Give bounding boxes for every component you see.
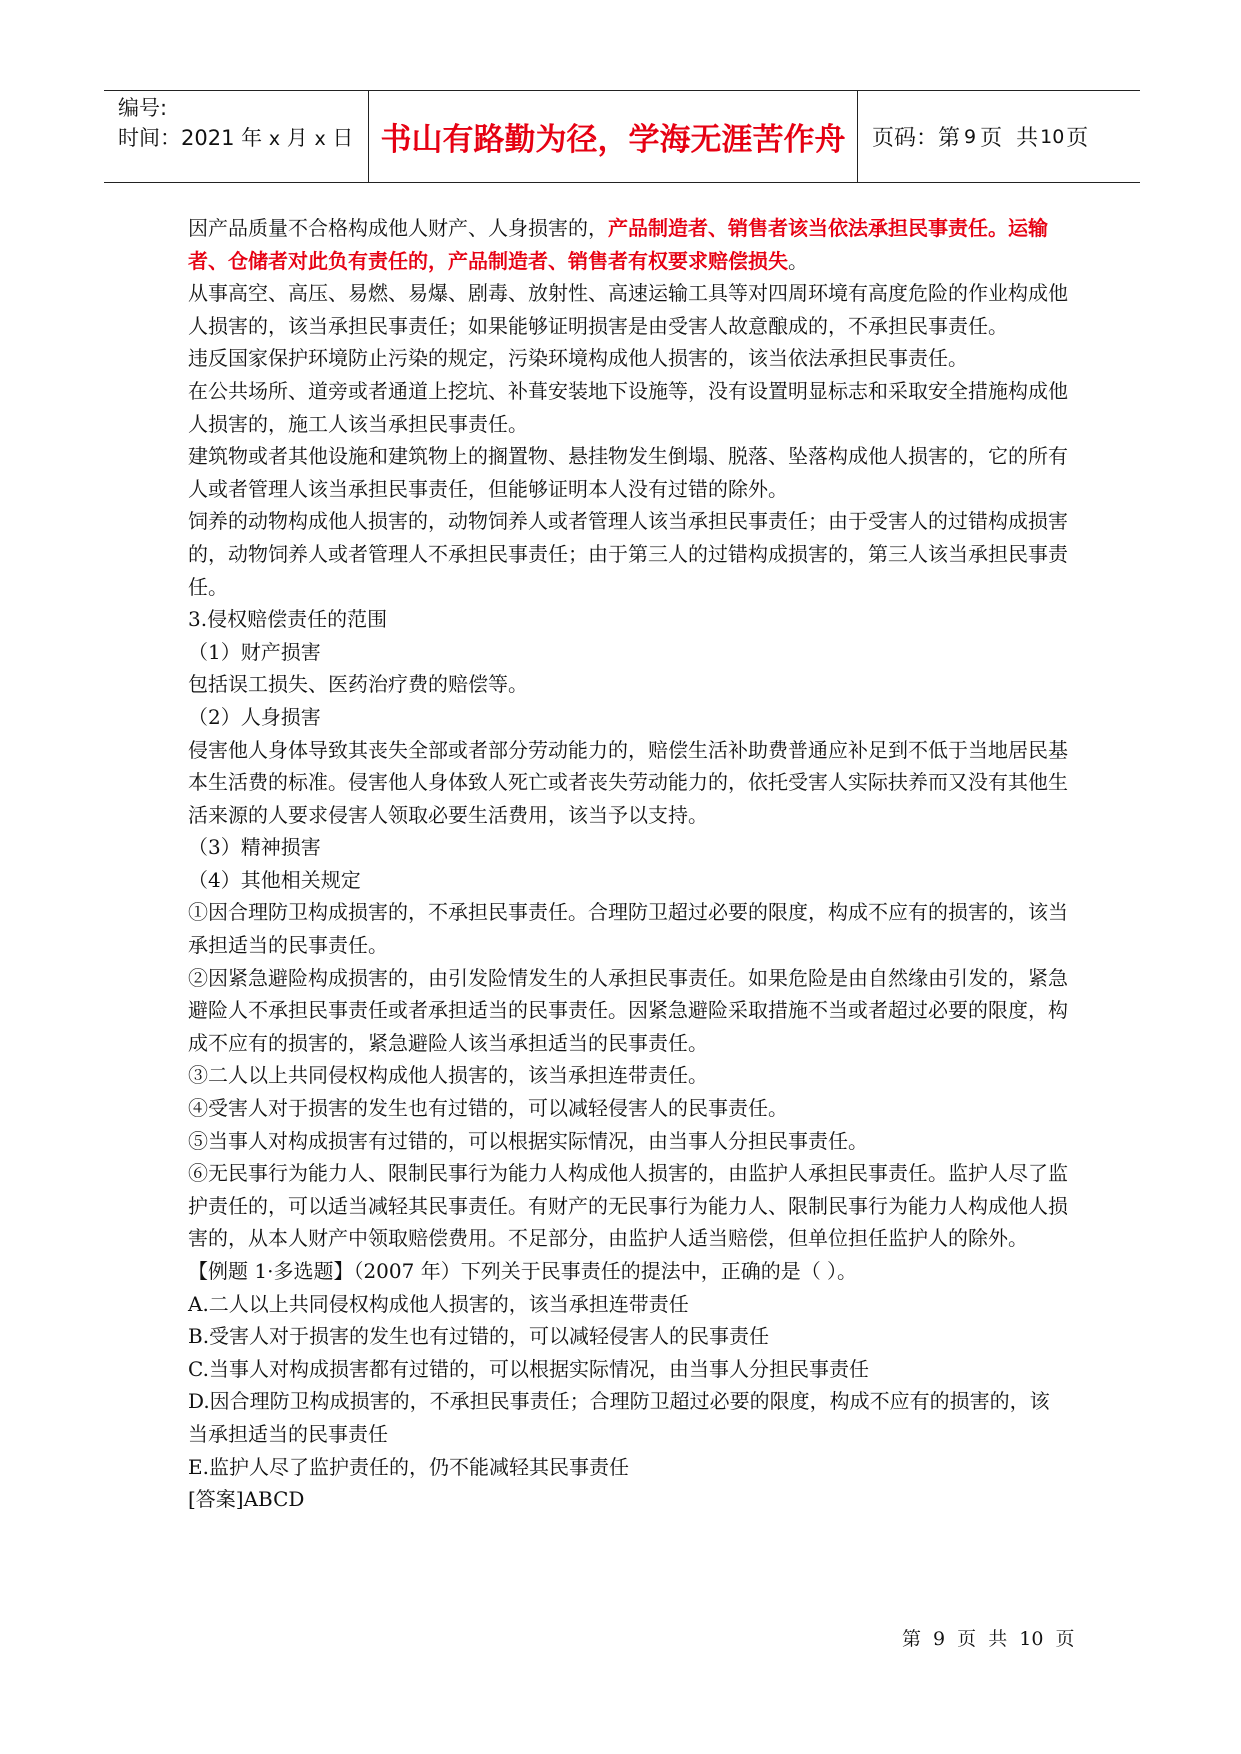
option-d: D.因合理防卫构成损害的，不承担民事责任；合理防卫超过必要的限度，构成不应有的损害的，该当承担适当的民事责任 bbox=[188, 1389, 1050, 1446]
subheading-property: （1）财产损害 bbox=[188, 639, 321, 664]
document-body bbox=[188, 212, 1068, 1516]
page-prefix: 页码：第 bbox=[872, 126, 961, 151]
rule-3: ③二人以上共同侵权构成他人损害的，该当承担连带责任。 bbox=[188, 1063, 708, 1088]
paragraph-high-risk: 从事高空、高压、易燃、易爆、剧毒、放射性、高速运输工具等对四周环境有高度危险的作业构成他人损害的，该当承担民事责任；如果能够证明损害是由受害人故意酿成的，不承担民事责任。 bbox=[188, 281, 1068, 338]
rule-6: ⑥无民事行为能力人、限制民事行为能力人构成他人损害的，由监护人承担民事责任。监护人尽了监护责任的，可以适当减轻其民事责任。有财产的无民事行为能力人、限制民事行为能力人构成他人损害的，从本人财产中领取赔偿费用。不足部分，由监护人适当赔偿，但单位担任监护人的除外。 bbox=[188, 1161, 1068, 1251]
time-year-char: 年 bbox=[241, 126, 263, 150]
subheading-other: （4）其他相关规定 bbox=[188, 867, 361, 892]
p1-normal: 因产品质量不合格构成他人财产、人身损害的， bbox=[188, 216, 608, 240]
rule-4: ④受害人对于损害的发生也有过错的，可以减轻侵害人的民事责任。 bbox=[188, 1096, 788, 1121]
paragraph-pollution: 违反国家保护环境防止污染的规定，污染环境构成他人损害的，该当依法承担民事责任。 bbox=[188, 346, 968, 371]
header-motto: 书山有路勤为径，学海无涯苦作舟 bbox=[368, 91, 858, 182]
paragraph-building: 建筑物或者其他设施和建筑物上的搁置物、悬挂物发生倒塌、脱落、坠落构成他人损害的，它的所有人或者管理人该当承担民事责任，但能够证明本人没有过错的除外。 bbox=[188, 444, 1068, 501]
section-heading-scope: 3.侵权赔偿责任的范围 bbox=[188, 607, 388, 632]
time-prefix: 时间：2021 bbox=[118, 126, 235, 150]
paragraph-animal: 饲养的动物构成他人损害的，动物饲养人或者管理人该当承担民事责任；由于受害人的过错构成损害的，动物饲养人或者管理人不承担民事责任；由于第三人的过错构成损害的，第三人该当承担民事责任。 bbox=[188, 509, 1068, 599]
option-a: A.二人以上共同侵权构成他人损害的，该当承担连带责任 bbox=[188, 1291, 689, 1316]
time-x2: x bbox=[314, 128, 326, 150]
paragraph-product-liability bbox=[188, 212, 1068, 277]
option-b: B.受害人对于损害的发生也有过错的，可以减轻侵害人的民事责任 bbox=[188, 1324, 770, 1349]
rule-1: ①因合理防卫构成损害的，不承担民事责任。合理防卫超过必要的限度，构成不应有的损害的，该当承担适当的民事责任。 bbox=[188, 900, 1068, 958]
paragraph-personal: 侵害他人身体导致其丧失全部或者部分劳动能力的，赔偿生活补助费普通应补足到不低于当地居民基本生活费的标准。侵害他人身体致人死亡或者丧失劳动能力的，依托受害人实际扶养而又没有其他生活来源的人要求侵害人领取必要生活费用，该当予以支持。 bbox=[188, 737, 1068, 827]
subheading-personal: （2）人身损害 bbox=[188, 704, 321, 729]
rule-2: ②因紧急避险构成损害的，由引发险情发生的人承担民事责任。如果危险是由自然缘由引发的，紧急避险人不承担民事责任或者承担适当的民事责任。因紧急避险采取措施不当或者超过必要的限度，构成不应有的损害的，紧急避险人该当承担适当的民事责任。 bbox=[188, 965, 1068, 1055]
page-mid: 页 共 bbox=[980, 126, 1039, 151]
option-e: E.监护人尽了监护责任的，仍不能减轻其民事责任 bbox=[188, 1454, 629, 1479]
page-num: 9 bbox=[964, 125, 977, 148]
time-day-char: 日 bbox=[332, 126, 354, 150]
example-question: 【例题 1·多选题】（2007 年）下列关于民事责任的提法中，正确的是（ ）。 bbox=[188, 1259, 858, 1283]
p1-red-2: 运输者、仓储者对此负有责任的，产品制造者、销售者有权要求赔偿损失 bbox=[188, 216, 1048, 273]
header-meta bbox=[104, 91, 368, 182]
subheading-mental: （3）精神损害 bbox=[188, 835, 321, 860]
page-footer: 第 9 页 共 10 页 bbox=[902, 1628, 1075, 1650]
page-header bbox=[104, 90, 1140, 183]
rule-5: ⑤当事人对构成损害有过错的，可以根据实际情况，由当事人分担民事责任。 bbox=[188, 1128, 868, 1153]
answer: [答案]ABCD bbox=[188, 1487, 305, 1512]
paragraph-property: 包括误工损失、医药治疗费的赔偿等。 bbox=[188, 672, 528, 697]
paragraph-construction: 在公共场所、道旁或者通道上挖坑、补葺安装地下设施等，没有设置明显标志和采取安全措施构成他人损害的，施工人该当承担民事责任。 bbox=[188, 378, 1068, 436]
time-x1: x bbox=[268, 128, 281, 150]
time-line bbox=[118, 123, 368, 154]
p1-red-1: 产品制造者、销售者该当依法承担民事责任。 bbox=[608, 216, 1008, 240]
p1-end: 。 bbox=[788, 248, 808, 273]
page-suffix: 页 bbox=[1066, 126, 1089, 151]
time-month-char: 月 bbox=[286, 126, 308, 150]
option-c: C.当事人对构成损害都有过错的，可以根据实际情况，由当事人分担民事责任 bbox=[188, 1356, 869, 1381]
page-total: 10 bbox=[1040, 125, 1065, 148]
number-label: 编号: bbox=[118, 96, 168, 120]
header-page-code bbox=[858, 91, 1140, 182]
